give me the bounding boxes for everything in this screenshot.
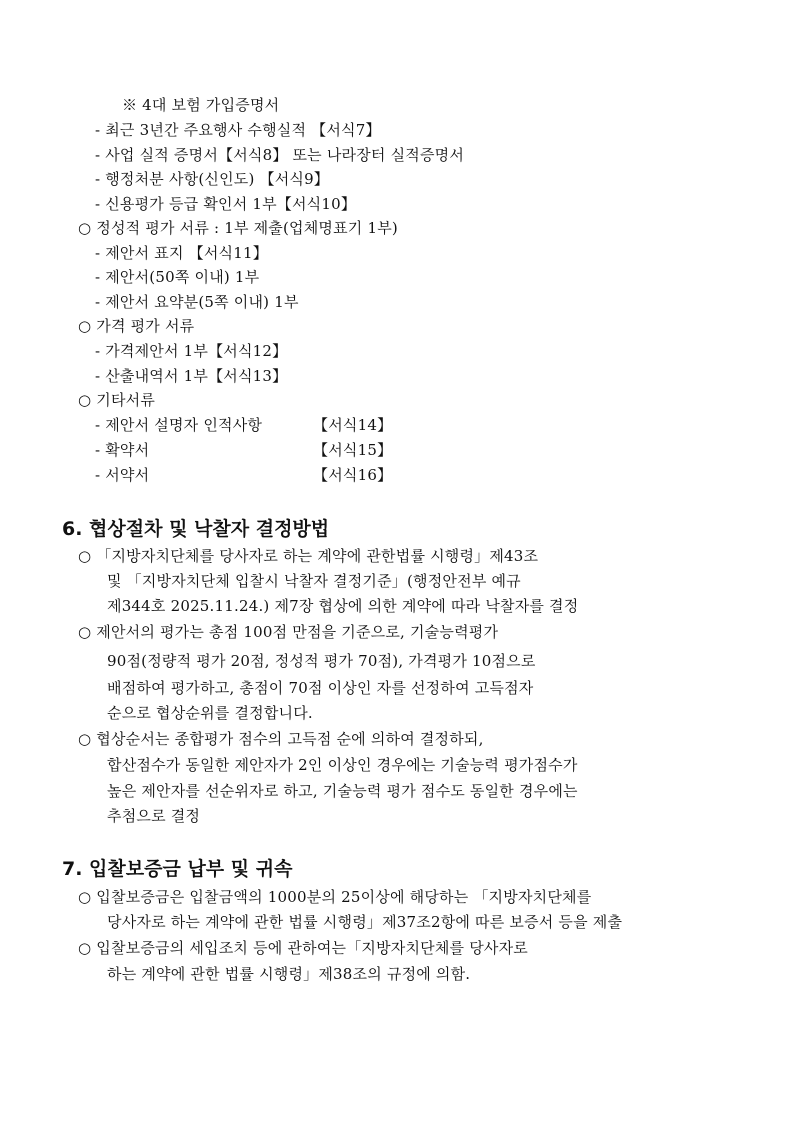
list-item: - 제안서 요약분(5쪽 이내) 1부 [95,293,299,311]
item-label: - 서약서 [95,466,150,484]
list-item: - 제안서 표지 【서식11】 [95,244,268,262]
section-6-title: 6. 협상절차 및 낙찰자 결정방법 [62,518,330,540]
price-docs-heading: ○ 가격 평가 서류 [78,317,195,335]
list-item [95,440,415,460]
list-item: - 행정처분 사항(신인도) 【서식9】 [95,170,330,188]
list-item: - 사업 실적 증명서【서식8】 또는 나라장터 실적증명서 [95,146,465,164]
item-label: - 확약서 [95,441,150,459]
paragraph-line: 제344호 2025.11.24.) 제7장 협상에 의한 계약에 따라 낙찰자를 결정 [107,597,579,615]
item-label: - 제안서 설명자 인적사항 [95,416,263,434]
paragraph-line: ○ 협상순서는 종합평가 점수의 고득점 순에 의하여 결정하되, [78,730,484,748]
qualitative-docs-heading: ○ 정성적 평가 서류 : 1부 제출(업체명표기 1부) [78,219,398,237]
paragraph-line: ○ 제안서의 평가는 총점 100점 만점을 기준으로, 기술능력평가 [78,623,499,641]
list-item: - 제안서(50쪽 이내) 1부 [95,268,260,286]
paragraph-line: 하는 계약에 관한 법률 시행령」제38조의 규정에 의함. [107,965,471,983]
paragraph-line: 배점하여 평가하고, 총점이 70점 이상인 자를 선정하여 고득점자 [107,679,534,697]
section-7-title: 7. 입찰보증금 납부 및 귀속 [62,858,293,880]
paragraph-line: 추첨으로 결정 [107,807,201,825]
paragraph-line: ○ 「지방자치단체를 당사자로 하는 계약에 관한법률 시행령」제43조 [78,547,539,565]
list-item: - 최근 3년간 주요행사 수행실적 【서식7】 [95,121,381,139]
form-number: 【서식15】 [313,441,393,459]
paragraph-line: 순으로 협상순위를 결정합니다. [107,704,313,722]
paragraph-line: 높은 제안자를 선순위자로 하고, 기술능력 평가 점수도 동일한 경우에는 [107,782,578,800]
other-docs-heading: ○ 기타서류 [78,391,156,409]
paragraph-line: 및 「지방자치단체 입찰시 낙찰자 결정기준」(행정안전부 예규 [107,572,521,590]
paragraph-line: ○ 입찰보증금은 입찰금액의 1000분의 25이상에 해당하는 「지방자치단체를 [78,888,592,906]
paragraph-line: ○ 입찰보증금의 세입조치 등에 관하여는「지방자치단체를 당사자로 [78,939,528,957]
insurance-note: ※ 4대 보험 가입증명서 [122,96,280,114]
paragraph-line: 합산점수가 동일한 제안자가 2인 이상인 경우에는 기술능력 평가점수가 [107,756,578,774]
list-item: - 신용평가 등급 확인서 1부【서식10】 [95,195,357,213]
paragraph-line: 당사자로 하는 계약에 관한 법률 시행령」제37조2항에 따른 보증서 등을 제출 [107,913,623,931]
form-number: 【서식14】 [313,416,393,434]
paragraph-line: 90점(정량적 평가 20점, 정성적 평가 70점), 가격평가 10점으로 [107,652,536,670]
list-item: - 가격제안서 1부【서식12】 [95,342,288,360]
list-item [95,415,415,435]
list-item: - 산출내역서 1부【서식13】 [95,367,288,385]
list-item [95,465,415,485]
form-number: 【서식16】 [313,466,393,484]
